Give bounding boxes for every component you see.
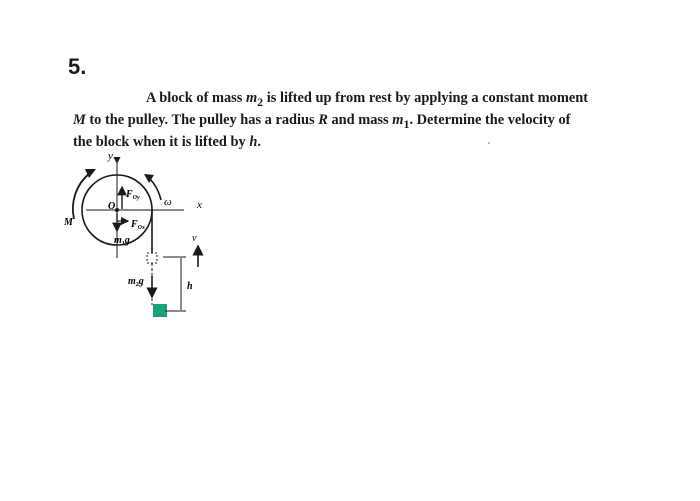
omega-arc — [149, 178, 161, 200]
stray-dot — [488, 142, 490, 144]
pin-o — [115, 208, 119, 212]
problem-number: 5. — [68, 54, 87, 79]
f-ox-label — [130, 219, 145, 231]
m1g-symbol: m — [114, 235, 122, 246]
subscript: 1 — [403, 116, 410, 131]
f-ox-symbol: F — [131, 219, 138, 230]
text-segment: the block when it is lifted by — [73, 133, 250, 150]
moment-label: M — [64, 217, 73, 228]
problem-line-1 — [73, 89, 628, 111]
o-label: O — [108, 201, 116, 212]
symbol-M: M — [73, 111, 86, 128]
h-label: h — [187, 281, 193, 292]
symbol-m1: m — [392, 111, 404, 128]
problem-statement — [73, 89, 628, 151]
x-axis-label: x — [197, 199, 202, 211]
m1g-subscript: 1 — [121, 241, 125, 247]
subscript: 2 — [257, 94, 264, 109]
text-segment: . Determine the velocity of — [409, 111, 571, 128]
dashed-block — [147, 253, 157, 263]
m2g-label — [128, 276, 144, 288]
pulley-figure — [56, 145, 236, 325]
text-segment: to the pulley. The pulley has a radius — [85, 111, 319, 128]
text-segment: A block of mass — [146, 90, 246, 106]
omega-label: ω — [164, 196, 172, 208]
symbol-m2: m — [245, 90, 258, 106]
f-oy-symbol: F — [126, 189, 133, 200]
symbol-h: h — [249, 133, 258, 150]
m2g-g: g — [138, 276, 144, 287]
symbol-R: R — [318, 111, 328, 128]
y-axis-label: y — [108, 150, 113, 162]
m1g-label — [114, 235, 130, 247]
problem-line-2 — [73, 111, 628, 133]
f-oy-label — [125, 189, 140, 201]
m1g-g: g — [124, 235, 130, 246]
f-ox-subscript: Ox — [137, 225, 146, 231]
text-segment: and mass — [327, 111, 393, 128]
text-segment: . — [257, 133, 261, 150]
v-label: v — [192, 233, 197, 244]
m2g-symbol: m — [128, 276, 136, 287]
text-segment: is lifted up from rest by applying a constant moment — [263, 90, 589, 106]
m2g-subscript: 2 — [135, 282, 139, 288]
mass-block — [153, 304, 167, 317]
f-oy-subscript: Oy — [132, 195, 140, 201]
